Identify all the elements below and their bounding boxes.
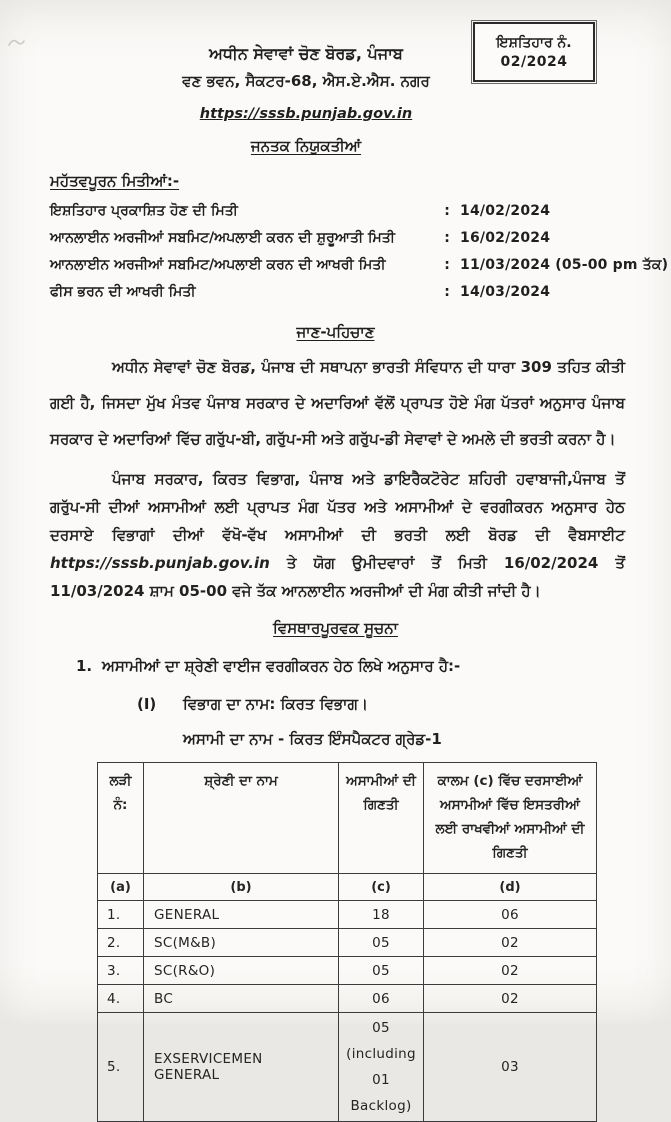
cell-posts: 05 [339,957,424,985]
cell-category: GENERAL [144,901,339,929]
paragraph-2-text-before: ਪੰਜਾਬ ਸਰਕਾਰ, ਕਿਰਤ ਵਿਭਾਗ, ਪੰਜਾਬ ਅਤੇ ਡਾਇਰੈਕਟੋਰੇਟ ਸ਼ਹਿਰੀ ਹਵਾਬਾਜੀ,ਪੰਜਾਬ ਤੋਂ ਗਰੁੱਪ-ਸੀ ਦੀਆਂ ਅਸਾਮੀਆਂ ਲਈ ਪ੍ਰਾਪਤ ਮੰਗ ਪੱਤਰ ਅਤੇ ਅਸਾਮੀਆਂ ਦੇ ਵਰਗੀਕਰਨ ਅਨੁਸਾਰ ਹੇਠ ਦਰਸਾਏ ਵਿਭਾਗਾਂ ਦੀਆਂ ਵੱਖੋ-ਵੱਖ ਅਸਾਮੀਆਂ ਦੀ ਭਰਤੀ ਲਈ ਬੋਰਡ ਦੀ ਵੈਬਸਾਈਟ [50,470,625,544]
cell-posts: 18 [339,901,424,929]
column-letter-d: (d) [424,874,597,901]
advertisement-number-value: 02/2024 [500,53,568,70]
date-separator: : [444,284,450,300]
cell-serial: 3. [98,957,144,985]
date-value: 11/03/2024 (05-00 pm ਤੱਕ) [460,257,669,273]
column-letter-a: (a) [98,874,144,901]
cell-women-reserved: 02 [424,929,597,957]
org-name: ਅਧੀਨ ਸੇਵਾਵਾਂ ਚੋਣ ਬੋਰਡ, ਪੰਜਾਬ [209,44,403,63]
important-dates-list [50,203,671,311]
list-item-1 [76,657,631,675]
advertisement-number-label: ਇਸ਼ਤਿਹਾਰ ਨੰ. [496,34,572,51]
date-row-fee-last [50,284,671,311]
org-address: ਵਣ ਭਵਨ, ਸੈਕਟਰ-68, ਐਸ.ਏ.ਐਸ. ਨਗਰ [182,72,430,90]
table-row [98,1013,597,1122]
column-letter-c: (c) [339,874,424,901]
post-name-line: ਅਸਾਮੀ ਦਾ ਨਾਮ - ਕਿਰਤ ਇੰਸਪੈਕਟਰ ਗ੍ਰੇਡ-1 [183,730,442,748]
detailed-info-heading: ਵਿਸਥਾਰਪੂਰਵਕ ਸੂਚਨਾ [273,619,398,637]
date-value: 14/03/2024 [460,284,551,300]
table-row [98,985,597,1013]
pen-mark [8,36,30,50]
introduction-paragraph-1: ਅਧੀਨ ਸੇਵਾਵਾਂ ਚੋਣ ਬੋਰਡ, ਪੰਜਾਬ ਦੀ ਸਥਾਪਨਾ ਭਾਰਤੀ ਸੰਵਿਧਾਨ ਦੀ ਧਾਰਾ 309 ਤਹਿਤ ਕੀਤੀ ਗਈ ਹੈ, ਜਿਸਦਾ ਮੁੱਖ ਮੰਤਵ ਪੰਜਾਬ ਸਰਕਾਰ ਦੇ ਅਦਾਰਿਆਂ ਵੱਲੋਂ ਪ੍ਰਾਪਤ ਹੋਏ ਮੰਗ ਪੱਤਰਾਂ ਅਨੁਸਾਰ ਪੰਜਾਬ ਸਰਕਾਰ ਦੇ ਅਦਾਰਿਆਂ ਵਿੱਚ ਗਰੁੱਪ-ਬੀ, ਗਰੁੱਪ-ਸੀ ਅਤੇ ਗਰੁੱਪ-ਡੀ ਸੇਵਾਵਾਂ ਦੇ ਅਮਲੇ ਦੀ ਭਰਤੀ ਕਰਨਾ ਹੈ। [50,358,625,448]
cell-category: BC [144,985,339,1013]
header-category-name: ਸ਼੍ਰੇਣੀ ਦਾ ਨਾਮ [144,763,339,874]
sub-item-number: (I) [137,695,157,713]
table-row [98,901,597,929]
date-separator: : [444,230,450,246]
cell-category: SC(R&O) [144,957,339,985]
date-separator: : [444,257,450,273]
date-value: 14/02/2024 [460,203,551,219]
date-label: ਆਨਲਾਈਨ ਅਰਜੀਆਂ ਸਬਮਿਟ/ਅਪਲਾਈ ਕਰਨ ਦੀ ਸ਼ੁਰੂਆਤੀ ਮਿਤੀ [50,230,395,246]
cell-posts: 06 [339,985,424,1013]
date-separator: : [444,203,450,219]
website-link[interactable]: https://sssb.punjab.gov.in [199,106,413,122]
cell-women-reserved: 06 [424,901,597,929]
introduction-heading: ਜਾਣ-ਪਹਿਚਾਣ [296,323,375,341]
cell-women-reserved: 02 [424,985,597,1013]
date-label: ਆਨਲਾਈਨ ਅਰਜੀਆਂ ਸਬਮਿਟ/ਅਪਲਾਈ ਕਰਨ ਦੀ ਆਖਰੀ ਮਿਤੀ [50,257,386,273]
cell-posts: 05 (including 01 Backlog) [339,1013,424,1122]
header-women-reserved: ਕਾਲਮ (c) ਵਿੱਚ ਦਰਸਾਈਆਂ ਅਸਾਮੀਆਂ ਵਿੱਚ ਇਸਤਰੀਆਂ ਲਈ ਰਾਖਵੀਆਂ ਅਸਾਮੀਆਂ ਦੀ ਗਿਣਤੀ [424,763,597,874]
date-row-apply-start [50,230,671,257]
table-header-row [98,763,597,874]
sub-item-department [137,695,631,713]
cell-women-reserved: 03 [424,1013,597,1122]
paragraph-2-text-after: ਤੇ ਯੋਗ ਉਮੀਦਵਾਰਾਂ ਤੋਂ ਮਿਤੀ 16/02/2024 ਤੋਂ 11/03/2024 ਸ਼ਾਮ 05-00 ਵਜੇ ਤੱਕ ਆਨਲਾਈਨ ਅਰਜੀਆਂ ਦੀ ਮੰਗ ਕੀਤੀ ਜਾਂਦੀ ਹੈ। [50,554,625,600]
list-item-1-number: 1. [76,657,93,675]
date-row-publication [50,203,671,230]
table-row [98,929,597,957]
date-label: ਫੀਸ ਭਰਨ ਦੀ ਆਖਰੀ ਮਿਤੀ [50,284,196,300]
table-row [98,957,597,985]
list-item-1-text: ਅਸਾਮੀਆਂ ਦਾ ਸ਼੍ਰੇਣੀ ਵਾਈਜ ਵਰਗੀਕਰਨ ਹੇਠ ਲਿਖੇ ਅਨੁਸਾਰ ਹੈ:- [102,657,461,675]
important-dates-heading: ਮਹੱਤਵਪੂਰਨ ਮਿਤੀਆਂ:- [50,172,180,190]
cell-category: EXSERVICEMEN GENERAL [144,1013,339,1122]
cell-serial: 2. [98,929,144,957]
column-letter-b: (b) [144,874,339,901]
header-serial-no: ਲੜੀ ਨੰ: [98,763,144,874]
website-line [0,106,612,122]
vacancy-table [97,762,597,1122]
cell-serial: 4. [98,985,144,1013]
date-label: ਇਸ਼ਤਿਹਾਰ ਪ੍ਰਕਾਸ਼ਿਤ ਹੋਣ ਦੀ ਮਿਤੀ [50,203,238,219]
advertisement-number-box [473,22,595,82]
website-link-inline[interactable]: https://sssb.punjab.gov.in [50,554,270,572]
cell-women-reserved: 02 [424,957,597,985]
cell-serial: 5. [98,1013,144,1122]
date-value: 16/02/2024 [460,230,551,246]
cell-category: SC(M&B) [144,929,339,957]
table-column-letters-row [98,874,597,901]
header-posts-count: ਅਸਾਮੀਆਂ ਦੀ ਗਿਣਤੀ [339,763,424,874]
cell-serial: 1. [98,901,144,929]
document-title: ਜਨਤਕ ਨਿਯੁਕਤੀਆਂ [250,137,362,155]
cell-posts: 05 [339,929,424,957]
sub-item-text: ਵਿਭਾਗ ਦਾ ਨਾਮ: ਕਿਰਤ ਵਿਭਾਗ। [183,695,369,713]
introduction-paragraph-2 [50,465,625,605]
date-row-apply-end [50,257,671,284]
